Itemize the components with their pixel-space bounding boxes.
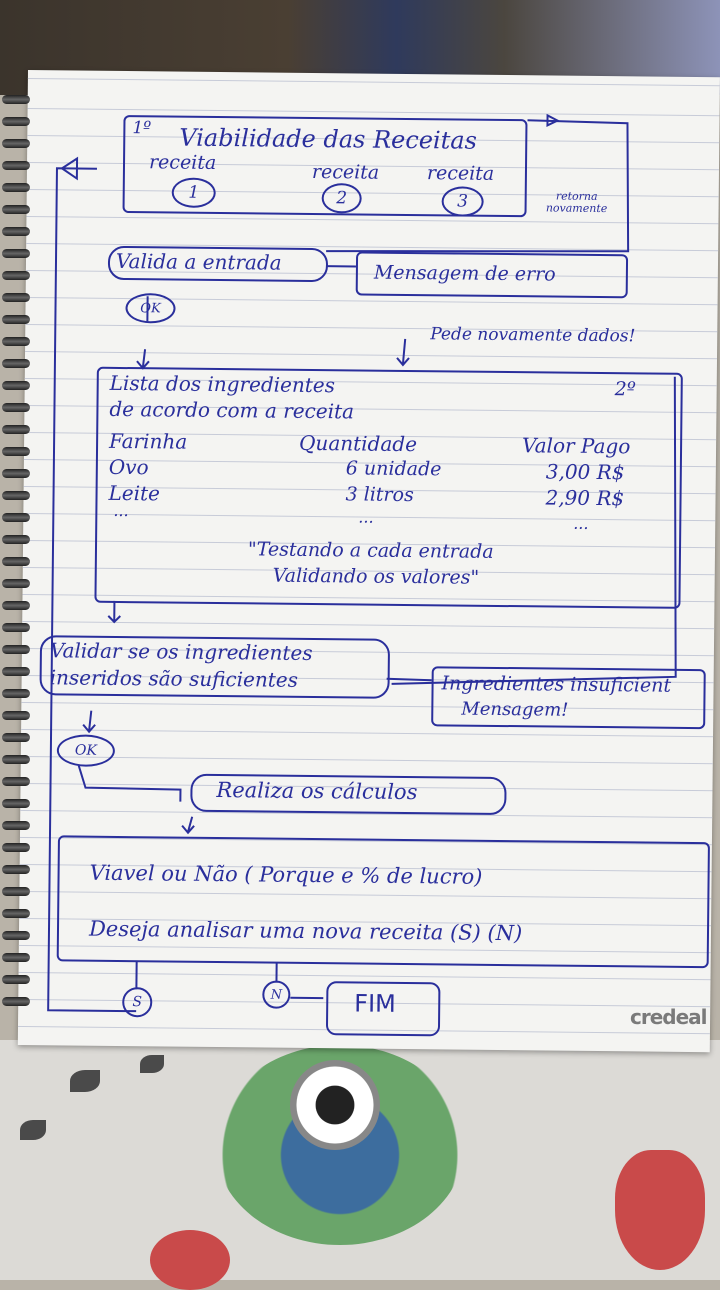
end-label: FIM bbox=[354, 989, 396, 1018]
spiral-ring bbox=[2, 689, 30, 698]
spiral-ring bbox=[2, 315, 30, 324]
error-message-label: Mensagem de erro bbox=[373, 261, 556, 286]
spiral-ring bbox=[2, 909, 30, 918]
recipe-1-circle[interactable] bbox=[172, 178, 216, 208]
no-node[interactable] bbox=[262, 981, 290, 1009]
ok-2-label: OK bbox=[74, 742, 97, 759]
recipe-3-number: 3 bbox=[457, 191, 469, 212]
step-number-2: 2º bbox=[614, 378, 636, 401]
recipe-2-label: receita bbox=[311, 160, 380, 184]
cloth-leaf-pattern bbox=[140, 1055, 164, 1073]
spiral-ring bbox=[2, 865, 30, 874]
recipe-1-number: 1 bbox=[188, 182, 200, 203]
no-label: N bbox=[270, 987, 283, 1003]
testing-note-1: "Testando a cada entrada bbox=[247, 538, 494, 563]
ingredient-row-3-quantity: ... bbox=[358, 507, 374, 527]
ingredient-header-price: Valor Pago bbox=[521, 433, 631, 459]
ingredient-row-2-price: 2,90 R$ bbox=[545, 485, 625, 511]
spiral-ring bbox=[2, 755, 30, 764]
step-number-1: 1º bbox=[132, 118, 152, 139]
insufficient-message-label: Mensagem! bbox=[461, 698, 569, 721]
cloth-owl-eye bbox=[290, 1060, 380, 1150]
spiral-ring bbox=[2, 997, 30, 1006]
spiral-ring bbox=[2, 535, 30, 544]
cloth-red-heart bbox=[615, 1150, 705, 1270]
cloth-red-heart bbox=[150, 1230, 230, 1290]
spiral-ring bbox=[2, 271, 30, 280]
spiral-ring bbox=[2, 557, 30, 566]
brand-logo: credeal bbox=[630, 1005, 707, 1029]
spiral-ring bbox=[2, 95, 30, 104]
return-again-note: retorna novamente bbox=[545, 189, 608, 216]
validate-input-label: Valida a entrada bbox=[115, 248, 282, 275]
spiral-ring bbox=[2, 579, 30, 588]
spiral-ring bbox=[2, 447, 30, 456]
spiral-ring bbox=[2, 931, 30, 940]
recipe-2-circle[interactable] bbox=[322, 183, 362, 213]
spiral-ring bbox=[2, 425, 30, 434]
spiral-ring bbox=[2, 403, 30, 412]
ingredients-list-title-2: de acordo com a receita bbox=[109, 396, 355, 424]
validate-ingredients-label-2: inseridos são suficientes bbox=[49, 665, 299, 692]
ingredient-header-name: Farinha bbox=[108, 428, 188, 454]
background-cloth bbox=[0, 1040, 720, 1280]
spiral-ring bbox=[2, 645, 30, 654]
spiral-ring bbox=[2, 469, 30, 478]
ingredient-row-3-price: ... bbox=[573, 513, 589, 533]
spiral-ring bbox=[2, 821, 30, 830]
validate-ingredients-label-1: Validar se os ingredientes bbox=[49, 638, 313, 666]
ingredient-row-1-name: Ovo bbox=[108, 454, 149, 480]
spiral-ring bbox=[2, 799, 30, 808]
ingredient-row-2-quantity: 3 litros bbox=[345, 483, 414, 507]
spiral-ring bbox=[2, 953, 30, 962]
spiral-ring bbox=[2, 711, 30, 720]
yes-node[interactable] bbox=[122, 987, 152, 1017]
spiral-ring bbox=[2, 887, 30, 896]
spiral-ring bbox=[2, 337, 30, 346]
ingredient-row-1-quantity: 6 unidade bbox=[345, 457, 442, 481]
ingredients-list-title-1: Lista dos ingredientes bbox=[109, 370, 336, 398]
ok-node-1[interactable] bbox=[125, 293, 175, 324]
testing-note-2: Validando os valores" bbox=[272, 564, 480, 589]
notebook-page bbox=[18, 70, 720, 1052]
ingredient-header-quantity: Quantidade bbox=[298, 430, 418, 457]
spiral-ring bbox=[2, 843, 30, 852]
ask-again-note: Pede novamente dados! bbox=[430, 324, 636, 347]
spiral-ring bbox=[2, 117, 30, 126]
calculate-label: Realiza os cálculos bbox=[216, 778, 418, 805]
spiral-ring bbox=[2, 161, 30, 170]
ok-node-2[interactable] bbox=[57, 734, 115, 767]
recipe-2-number: 2 bbox=[336, 188, 348, 209]
cloth-leaf-pattern bbox=[20, 1120, 46, 1140]
spiral-ring bbox=[2, 975, 30, 984]
spiral-ring bbox=[2, 733, 30, 742]
spiral-ring bbox=[2, 623, 30, 632]
yes-label: S bbox=[132, 994, 143, 1011]
ok-1-label: OK bbox=[140, 300, 161, 316]
viability-result-label: Viavel ou Não ( Porque e % de lucro) bbox=[89, 860, 483, 889]
spiral-ring bbox=[2, 183, 30, 192]
recipe-3-label: receita bbox=[426, 162, 495, 185]
spiral-ring bbox=[2, 601, 30, 610]
cloth-leaf-pattern bbox=[70, 1070, 100, 1092]
spiral-ring bbox=[2, 667, 30, 676]
insufficient-ingredients-label: Ingredientes insuficient bbox=[441, 672, 672, 697]
analyze-new-recipe-label: Deseja analisar uma nova receita (S) (N) bbox=[88, 916, 523, 946]
ingredient-row-2-name: Leite bbox=[108, 480, 161, 506]
ingredient-row-3-name: ... bbox=[113, 500, 129, 521]
spiral-ring bbox=[2, 491, 30, 500]
spiral-ring bbox=[2, 205, 30, 214]
spiral-ring bbox=[2, 381, 30, 390]
spiral-ring bbox=[2, 359, 30, 368]
spiral-ring bbox=[2, 249, 30, 258]
spiral-binding bbox=[0, 95, 40, 1025]
spiral-ring bbox=[2, 139, 30, 148]
spiral-ring bbox=[2, 513, 30, 522]
recipe-3-circle[interactable] bbox=[441, 186, 483, 216]
spiral-ring bbox=[2, 227, 30, 236]
spiral-ring bbox=[2, 777, 30, 786]
result-box bbox=[57, 835, 710, 968]
recipe-1-label: receita bbox=[148, 151, 217, 174]
recipe-viability-title: Viabilidade das Receitas bbox=[179, 123, 478, 155]
spiral-ring bbox=[2, 293, 30, 302]
ingredient-row-1-price: 3,00 R$ bbox=[545, 459, 625, 485]
